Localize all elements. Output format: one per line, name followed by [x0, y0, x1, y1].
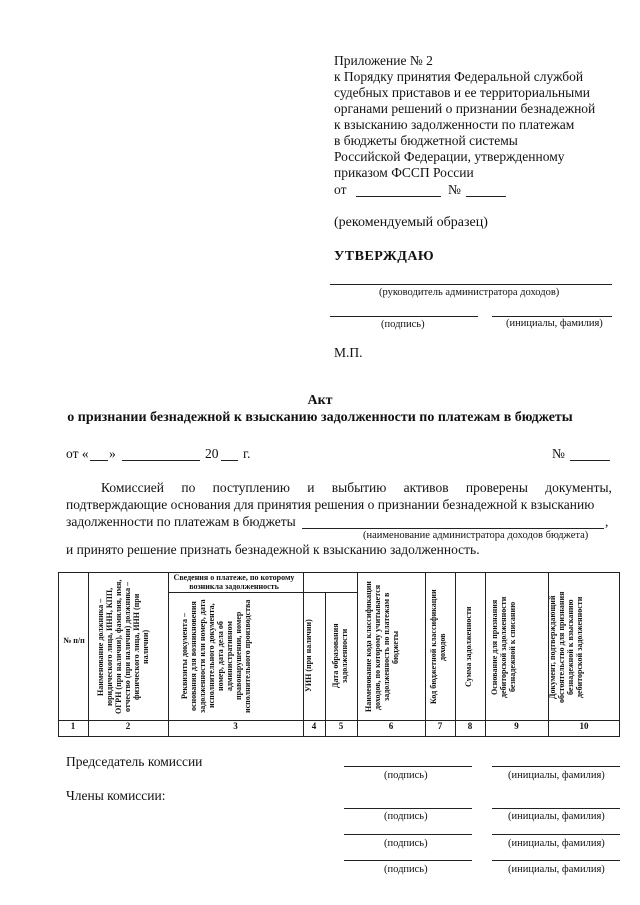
member3-initials-caption: (инициалы, фамилия) [508, 864, 605, 875]
col-number-3: 3 [233, 721, 238, 731]
approve-initials-caption: (инициалы, фамилия) [506, 318, 603, 329]
body-word: поступлению [212, 480, 290, 495]
body-word: выбытию [331, 480, 387, 495]
admin-name-caption: (наименование администратора доходов бюджета) [363, 530, 589, 541]
appendix-number-line [466, 196, 506, 197]
seal-mark: М.П. [334, 345, 363, 360]
col-header-confirming-document: Документ, подтверждающий обстоятельство для признания безнадежной к взысканию дебиторской задолженности [548, 591, 584, 703]
col-number-2: 2 [125, 721, 131, 731]
act-year-line [221, 460, 238, 461]
member2-initials-line [492, 834, 620, 835]
table-group-header: Сведения о платеже, по которому возникла задолженность [173, 573, 295, 591]
members-label: Члены комиссии: [66, 788, 166, 803]
body-word: по [181, 480, 196, 495]
col-header-debtor: Наименование должника – юридического лица, ИНН, КПП, ОГРН (при наличии), фамилия, имя, отчество (при наличии) должника – физического лица, ИНН (при наличии) [96, 579, 150, 715]
body-word: активов [403, 480, 449, 495]
appendix-date-line [356, 196, 441, 197]
col-header-number: № п/п [63, 636, 85, 645]
body-line-4: и принято решение признать безнадежной к взысканию задолженность. [66, 542, 480, 557]
chair-signature-line [344, 766, 472, 767]
body-line-1 [101, 480, 612, 496]
chair-initials-caption: (инициалы, фамилия) [508, 770, 605, 781]
col-header-uin: УИН (при наличии) [304, 619, 313, 693]
member1-signature-caption: (подпись) [384, 811, 428, 822]
col-header-basis: Основание для признания дебиторской задолженности безнадежной к списанию [490, 596, 517, 698]
act-number-line [570, 460, 610, 461]
act-subtitle: о признании безнадежной к взысканию задолженности по платежам в бюджеты [67, 410, 573, 425]
approve-signature-caption: (подпись) [381, 319, 425, 330]
member3-signature-caption: (подпись) [384, 864, 428, 875]
member1-initials-caption: (инициалы, фамилия) [508, 811, 605, 822]
member2-signature-caption: (подпись) [384, 838, 428, 849]
col-header-amount: Сумма задолженности [464, 606, 473, 688]
approve-title: УТВЕРЖДАЮ [334, 249, 435, 264]
act-date-mid: » [109, 446, 116, 461]
col-header-classification-name: Наименование кода классификации доходов, по которому учитывается задолженность по платежам в бюджеты [364, 581, 400, 713]
body-word: Комиссией [101, 480, 165, 495]
act-number-label: № [552, 446, 565, 461]
appendix-date-from: от [334, 182, 347, 197]
col-number-8: 8 [467, 721, 473, 731]
act-date-prefix: от « [66, 446, 89, 461]
appendix-line-6: в бюджеты бюджетной системы [334, 133, 518, 148]
approve-signature-line [330, 316, 478, 317]
body-line-3-end: , [605, 514, 609, 529]
member1-initials-line [492, 808, 620, 809]
member1-signature-line [344, 808, 472, 809]
appendix-number-label: № [448, 182, 461, 197]
appendix-line-4: органами решений о признании безнадежной [334, 101, 596, 116]
col-header-debt-date: Дата образования задолженности [331, 623, 349, 689]
col-number-9: 9 [514, 721, 519, 731]
appendix-line-7: Российской Федерации, утвержденному [334, 149, 565, 164]
chair-initials-line [492, 766, 620, 767]
act-month-line [122, 460, 200, 461]
admin-name-line [302, 528, 604, 529]
col-header-bcc: Код бюджетной классификации доходов [429, 589, 447, 705]
act-year-prefix: 20 [205, 446, 219, 461]
appendix-line-8: приказом ФССП России [334, 165, 474, 180]
col-number-10: 10 [579, 721, 589, 731]
col-number-6: 6 [388, 721, 394, 731]
member2-initials-caption: (инициалы, фамилия) [508, 838, 605, 849]
appendix-line-2: к Порядку принятия Федеральной службой [334, 69, 584, 84]
col-number-4: 4 [311, 721, 317, 731]
approve-initials-line [492, 316, 612, 317]
body-line-3: задолженности по платежам в бюджеты [66, 514, 296, 529]
body-word: документы, [545, 480, 612, 495]
member3-initials-line [492, 860, 620, 861]
body-word: проверены [465, 480, 528, 495]
member3-signature-line [344, 860, 472, 861]
member2-signature-line [344, 834, 472, 835]
appendix-line-3: судебных приставов и ее территориальными [334, 85, 590, 100]
chair-signature-caption: (подпись) [384, 770, 428, 781]
col-header-document: Реквизиты документа – основания для возникновения задолженности или номер, дата исполнительного документа, номер, дата дела об административном правонарушении, номер исполнительного производства [180, 599, 252, 713]
appendix-line-5: к взысканию задолженности по платежам [334, 117, 575, 132]
act-title: Акт [307, 393, 333, 408]
col-number-7: 7 [437, 721, 443, 731]
col-number-1: 1 [70, 721, 76, 731]
body-line-2: подтверждающие основания для принятия решения о признании безнадежной к взысканию [66, 497, 595, 512]
chair-label: Председатель комиссии [66, 754, 203, 769]
col-number-5: 5 [338, 721, 344, 731]
act-year-suffix: г. [243, 446, 251, 461]
approve-head-caption: (руководитель администратора доходов) [379, 287, 560, 298]
act-day-line [90, 460, 108, 461]
approve-head-line [330, 284, 612, 285]
body-word: и [307, 480, 315, 495]
appendix-line-1: Приложение № 2 [334, 53, 433, 68]
sample-note: (рекомендуемый образец) [334, 215, 488, 230]
